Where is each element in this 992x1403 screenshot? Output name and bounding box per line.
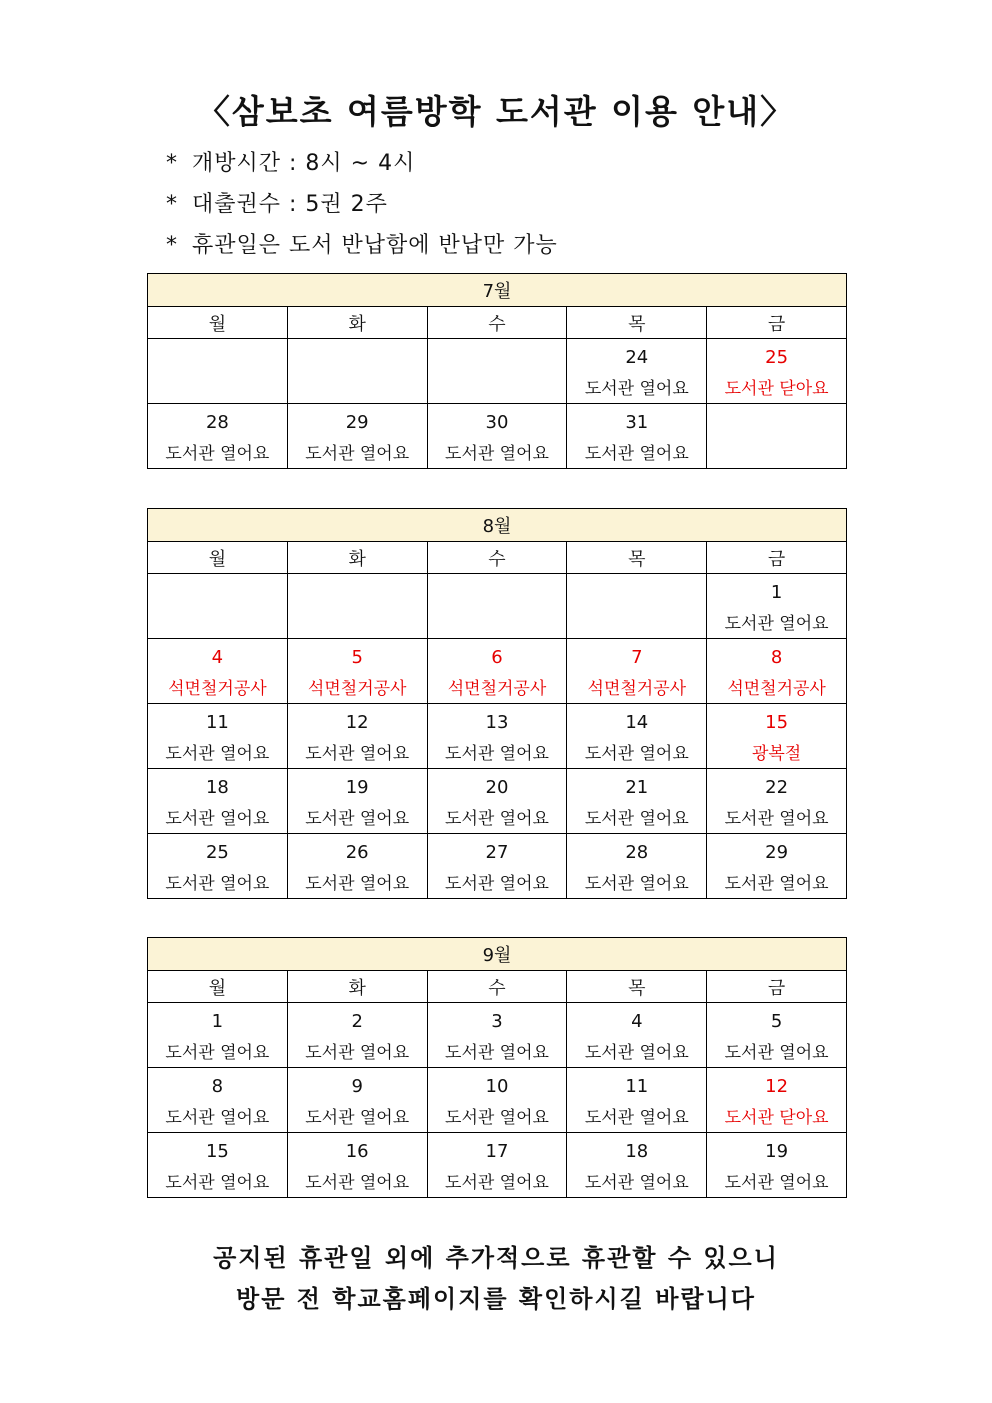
day-status: 도서관 열어요: [445, 809, 549, 829]
weekday-header: 금: [707, 542, 847, 574]
info-text: 대출권수 : 5권 2주: [192, 192, 388, 217]
month-header: 8월: [148, 509, 847, 542]
day-number: 2: [351, 1011, 363, 1032]
weekday-header: 월: [148, 542, 288, 574]
weekday-header: 수: [427, 307, 567, 339]
day-number: 15: [765, 712, 789, 733]
day-cell: [287, 639, 427, 704]
week-row: [148, 1133, 847, 1198]
week-row: [148, 1068, 847, 1133]
day-number: 15: [205, 1141, 229, 1162]
page-title: 〈삼보초 여름방학 도서관 이용 안내〉: [196, 92, 796, 131]
day-cell: [567, 769, 707, 834]
weekday-header: 수: [427, 542, 567, 574]
day-number: 21: [625, 777, 649, 798]
day-number: [428, 582, 567, 604]
day-number: 3: [491, 1011, 503, 1032]
day-cell: [148, 339, 288, 404]
day-status: 도서관 열어요: [584, 809, 689, 829]
week-row: [148, 769, 847, 834]
day-number: 11: [205, 712, 229, 733]
day-cell: [567, 1068, 707, 1133]
month-header: 7월: [148, 274, 847, 307]
day-number: 18: [625, 1141, 649, 1162]
weekday-header: 월: [148, 971, 288, 1003]
day-number: 12: [345, 712, 369, 733]
day-number: 5: [770, 1011, 783, 1032]
day-status: 도서관 열어요: [305, 1173, 410, 1193]
week-row: [148, 1003, 847, 1068]
day-cell: [287, 1068, 427, 1133]
day-number: 4: [211, 647, 224, 668]
info-closed-day-return: [166, 228, 558, 259]
week-row: [148, 834, 847, 899]
day-number: 4: [631, 1011, 643, 1032]
day-status: 도서관 열어요: [724, 1043, 829, 1063]
day-number: 19: [765, 1141, 789, 1162]
day-number: 11: [625, 1076, 649, 1097]
day-cell: [287, 1133, 427, 1198]
bullet-asterisk: *: [166, 192, 178, 217]
day-number: [148, 347, 287, 369]
day-cell: [567, 1003, 707, 1068]
day-cell: [148, 1068, 288, 1133]
weekday-header: 화: [287, 971, 427, 1003]
day-status: 석면철거공사: [727, 679, 826, 699]
day-status: 도서관 열어요: [445, 444, 549, 464]
footer-notice-line-1: 공지된 휴관일 외에 추가적으로 휴관할 수 있으니: [213, 1244, 779, 1272]
day-cell: [567, 574, 707, 639]
day-status: 석면철거공사: [168, 679, 267, 699]
day-number: 5: [351, 647, 363, 668]
day-cell: [567, 1133, 707, 1198]
day-status: 도서관 열어요: [584, 874, 689, 894]
calendar-july: [147, 273, 847, 469]
day-cell: [707, 339, 847, 404]
week-row: [148, 639, 847, 704]
week-row: [148, 404, 847, 469]
day-status: 석면철거공사: [447, 679, 547, 699]
day-cell: [427, 639, 567, 704]
info-text: 개방시간 : 8시 ~ 4시: [192, 151, 416, 176]
day-cell: [707, 1068, 847, 1133]
weekday-header: 월: [148, 307, 288, 339]
day-cell: [148, 639, 288, 704]
day-number: 6: [491, 647, 503, 668]
day-number: 19: [345, 777, 369, 798]
day-cell: [427, 1068, 567, 1133]
day-number: 8: [770, 647, 783, 668]
day-cell: [707, 639, 847, 704]
day-number: [707, 412, 846, 434]
day-cell: [287, 404, 427, 469]
day-cell: [707, 834, 847, 899]
day-status: 석면철거공사: [587, 679, 687, 699]
day-cell: [707, 574, 847, 639]
footer-notice-line-2: 방문 전 학교홈페이지를 확인하시길 바랍니다: [236, 1285, 756, 1313]
calendar-september: [147, 937, 847, 1198]
day-cell: [567, 834, 707, 899]
day-status: 도서관 열어요: [165, 874, 270, 894]
weekday-header: 화: [287, 307, 427, 339]
day-cell: [707, 1003, 847, 1068]
day-status: 도서관 열어요: [305, 1043, 410, 1063]
weekday-header: 목: [567, 307, 707, 339]
day-cell: [427, 404, 567, 469]
day-cell: [287, 834, 427, 899]
day-cell: [287, 1003, 427, 1068]
day-number: 24: [625, 347, 649, 368]
day-cell: [567, 404, 707, 469]
day-status: 도서관 열어요: [305, 809, 410, 829]
day-number: 25: [205, 842, 229, 863]
day-number: 9: [351, 1076, 363, 1097]
weekday-header: 금: [707, 971, 847, 1003]
day-number: [428, 347, 567, 369]
week-row: [148, 339, 847, 404]
day-number: 18: [205, 777, 229, 798]
day-status: 도서관 열어요: [584, 744, 689, 764]
day-cell: [148, 834, 288, 899]
day-number: 14: [625, 712, 649, 733]
day-status: 도서관 열어요: [724, 614, 829, 634]
day-status: 도서관 열어요: [584, 1108, 689, 1128]
day-cell: [148, 769, 288, 834]
day-status: 도서관 열어요: [165, 1043, 270, 1063]
day-number: 16: [345, 1141, 369, 1162]
day-cell: [567, 639, 707, 704]
day-cell: [427, 339, 567, 404]
day-number: 8: [211, 1076, 224, 1097]
day-cell: [707, 769, 847, 834]
day-cell: [707, 1133, 847, 1198]
day-status: 도서관 열어요: [724, 874, 829, 894]
weekday-header: 목: [567, 971, 707, 1003]
day-number: 12: [765, 1076, 789, 1097]
day-status: 도서관 열어요: [445, 1173, 549, 1193]
day-number: 26: [345, 842, 369, 863]
day-status: 도서관 열어요: [165, 1173, 270, 1193]
day-number: 30: [485, 412, 509, 433]
day-number: 13: [485, 712, 509, 733]
info-opening-hours: [166, 146, 415, 177]
day-number: 28: [625, 842, 649, 863]
day-number: 17: [485, 1141, 509, 1162]
day-status: 도서관 열어요: [445, 874, 549, 894]
day-cell: [567, 704, 707, 769]
day-number: 1: [770, 582, 783, 603]
day-status: 도서관 닫아요: [724, 1108, 829, 1128]
day-status: 도서관 열어요: [165, 809, 270, 829]
day-number: 31: [625, 412, 649, 433]
day-cell: [148, 574, 288, 639]
day-status: 도서관 열어요: [445, 1043, 549, 1063]
bullet-asterisk: *: [166, 233, 178, 258]
day-number: 20: [485, 777, 509, 798]
day-status: 도서관 열어요: [584, 1043, 689, 1063]
day-cell: [148, 1133, 288, 1198]
month-header: 9월: [148, 938, 847, 971]
day-status: 도서관 열어요: [724, 1173, 829, 1193]
day-status: 도서관 열어요: [305, 874, 410, 894]
day-cell: [707, 404, 847, 469]
day-status: 도서관 열어요: [305, 444, 410, 464]
day-cell: [148, 404, 288, 469]
day-cell: [427, 1133, 567, 1198]
weekday-header: 화: [287, 542, 427, 574]
day-number: 22: [765, 777, 789, 798]
day-status: 도서관 열어요: [165, 744, 270, 764]
day-status: 도서관 열어요: [305, 1108, 410, 1128]
day-number: 29: [345, 412, 369, 433]
day-status: 도서관 열어요: [724, 809, 829, 829]
day-status: 도서관 닫아요: [724, 379, 829, 399]
day-status: 도서관 열어요: [584, 444, 689, 464]
day-number: [567, 582, 706, 604]
day-cell: [148, 704, 288, 769]
bullet-asterisk: *: [166, 151, 178, 176]
day-number: 29: [765, 842, 789, 863]
day-number: [288, 347, 427, 369]
day-cell: [707, 704, 847, 769]
day-number: 1: [211, 1011, 224, 1032]
day-cell: [427, 574, 567, 639]
day-cell: [287, 704, 427, 769]
day-cell: [287, 339, 427, 404]
day-status: 도서관 열어요: [165, 1108, 270, 1128]
calendar-august: [147, 508, 847, 899]
day-number: 25: [765, 347, 789, 368]
day-status: 석면철거공사: [307, 679, 407, 699]
weekday-header: 목: [567, 542, 707, 574]
day-cell: [287, 574, 427, 639]
day-status: 도서관 열어요: [584, 379, 689, 399]
week-row: [148, 704, 847, 769]
day-number: [148, 582, 287, 604]
day-number: 7: [631, 647, 643, 668]
day-number: [288, 582, 427, 604]
day-status: 도서관 열어요: [445, 744, 549, 764]
day-cell: [427, 704, 567, 769]
day-status: 도서관 열어요: [584, 1173, 689, 1193]
info-text: 휴관일은 도서 반납함에 반납만 가능: [192, 233, 558, 258]
day-number: 28: [205, 412, 229, 433]
info-loan-limit: [166, 187, 388, 218]
weekday-header: 수: [427, 971, 567, 1003]
day-status: 광복절: [751, 744, 802, 764]
day-number: 27: [485, 842, 509, 863]
day-cell: [567, 339, 707, 404]
day-cell: [427, 1003, 567, 1068]
day-number: 10: [485, 1076, 509, 1097]
day-cell: [427, 769, 567, 834]
day-status: 도서관 열어요: [445, 1108, 549, 1128]
day-status: 도서관 열어요: [165, 444, 270, 464]
day-cell: [287, 769, 427, 834]
day-cell: [148, 1003, 288, 1068]
day-cell: [427, 834, 567, 899]
week-row: [148, 574, 847, 639]
weekday-header: 금: [707, 307, 847, 339]
day-status: 도서관 열어요: [305, 744, 410, 764]
